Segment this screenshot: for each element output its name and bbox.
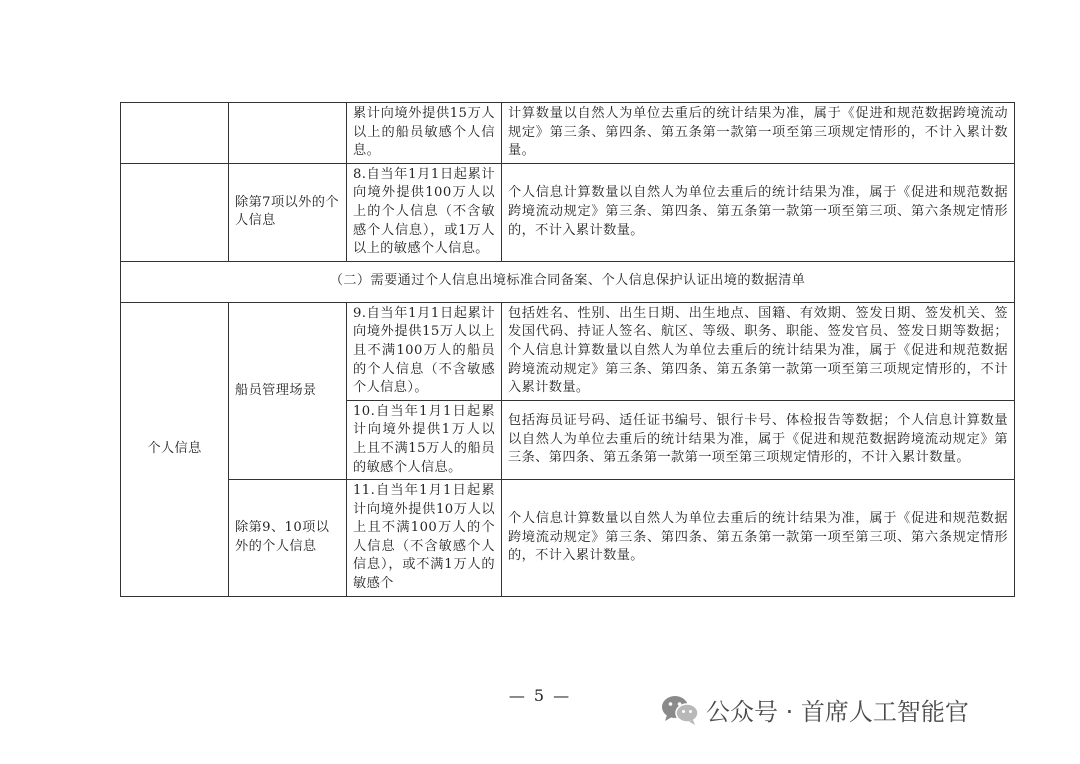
category-cell: 个人信息 <box>121 302 229 596</box>
wechat-watermark <box>660 692 969 727</box>
table-cell: 个人信息计算数量以自然人为单位去重后的统计结果为准，属于《促进和规范数据跨境流动规定》第三条、第四条、第五条第一款第一项至第三项、第六条规定情形的，不计入累计数量。 <box>502 480 1015 597</box>
data-list-table <box>120 102 1015 597</box>
section-row <box>121 261 1015 302</box>
page-number: — 5 — <box>508 686 572 705</box>
table-cell: 除第7项以外的个人信息 <box>229 163 347 261</box>
table-cell: 除第9、10项以外的个人信息 <box>229 480 347 597</box>
table-cell: 包括海员证号码、适任证书编号、银行卡号、体检报告等数据；个人信息计算数量以自然人为单位去重后的统计结果为准，属于《促进和规范数据跨境流动规定》第三条、第四条、第五条第一款第一项至第三项规定情形的，不计入累计数量。 <box>502 400 1015 479</box>
scenario-cell: 船员管理场景 <box>229 302 347 479</box>
table-cell: 11.自当年1月1日起累计向境外提供10万人以上且不满100万人的个人信息（不含敏感个人信息），或不满1万人的敏感个 <box>347 480 502 597</box>
table-cell: 个人信息计算数量以自然人为单位去重后的统计结果为准，属于《促进和规范数据跨境流动规定》第三条、第四条、第五条第一款第一项至第三项、第六条规定情形的，不计入累计数量。 <box>502 163 1015 261</box>
table-row <box>121 163 1015 261</box>
table-cell <box>121 163 229 261</box>
section-title: （二）需要通过个人信息出境标准合同备案、个人信息保护认证出境的数据清单 <box>121 261 1015 302</box>
table-row <box>121 103 1015 164</box>
table-cell: 9.自当年1月1日起累计向境外提供15万人以上且不满100万人的船员的个人信息（不含敏感个人信息）。 <box>347 302 502 400</box>
wechat-icon <box>660 693 700 727</box>
table-cell: 8.自当年1月1日起累计向境外提供100万人以上的个人信息（不含敏感个人信息），或1万人以上的敏感个人信息。 <box>347 163 502 261</box>
table-row <box>121 302 1015 400</box>
table-row <box>121 480 1015 597</box>
table-cell: 包括姓名、性别、出生日期、出生地点、国籍、有效期、签发日期、签发机关、签发国代码、持证人签名、航区、等级、职务、职能、签发官员、签发日期等数据；个人信息计算数量以自然人为单位去重后的统计结果为准，属于《促进和规范数据跨境流动规定》第三条、第四条、第五条第一款第一项至第三项规定情形的，不计入累计数量。 <box>502 302 1015 400</box>
table-cell: 累计向境外提供15万人以上的船员敏感个人信息。 <box>347 103 502 164</box>
table-cell: 10.自当年1月1日起累计向境外提供1万人以上且不满15万人的船员的敏感个人信息。 <box>347 400 502 479</box>
table-cell <box>229 103 347 164</box>
table-cell: 计算数量以自然人为单位去重后的统计结果为准，属于《促进和规范数据跨境流动规定》第三条、第四条、第五条第一款第一项至第三项规定情形的，不计入累计数量。 <box>502 103 1015 164</box>
watermark-text: 公众号 · 首席人工智能官 <box>706 698 969 726</box>
table-cell <box>121 103 229 164</box>
